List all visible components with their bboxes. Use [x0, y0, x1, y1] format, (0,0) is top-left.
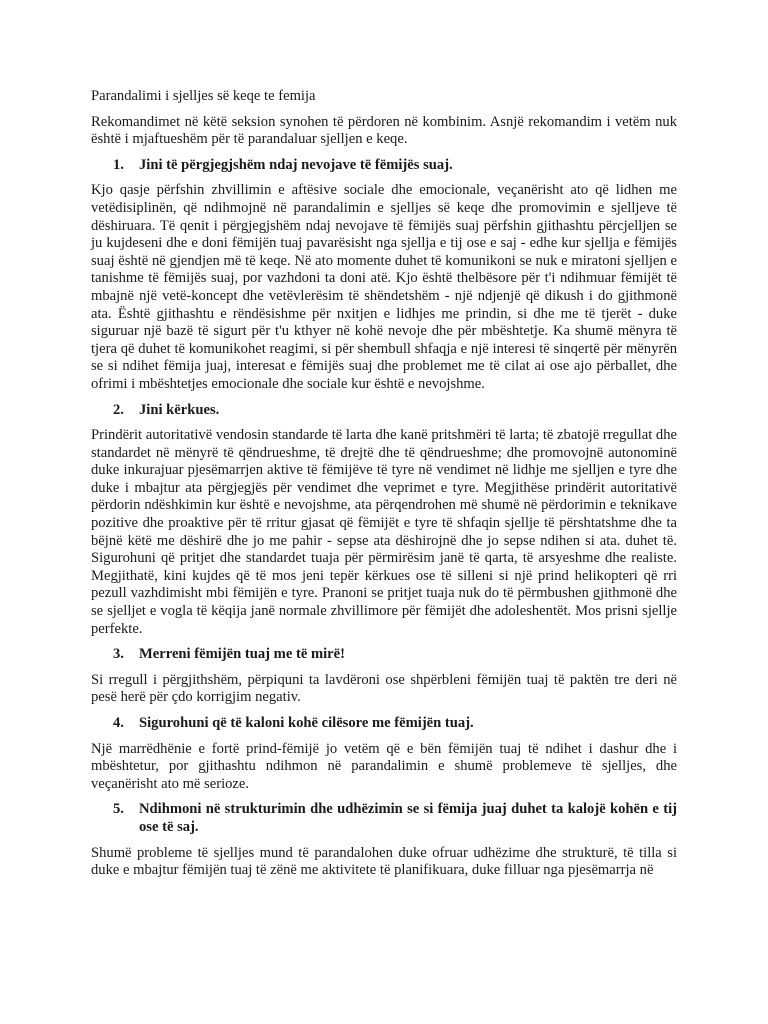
section-number: 3. — [113, 646, 124, 663]
section-body-4: Një marrëdhënie e fortë prind-fëmijë jo vetëm që e bën fëmijën tuaj të ndihet i dashur dhe i mbështetur, por gjithashtu ndihmon në parandalimin e shumë problemeve të sjelljes, dhe veçanërisht ato më serioze. — [91, 740, 677, 792]
section-body-2: Prindërit autoritativë vendosin standarde të larta dhe kanë pritshmëri të larta; të zbatojë rregullat dhe standardet në mënyrë të qëndrueshme, të drejtë dhe të qëndrueshme; dhe promovojnë autonominë duke inkurajuar pjesëmarrjen aktive të fëmijëve të tyre në vendimet në lidhje me sjelljen e tyre dhe duke i mbajtur ata përgjegjës për vendimet dhe veprimet e tyre. Megjithëse prindërit autoritativë përdorin ndëshkimin kur është e nevojshme, ata përqendrohen më shumë në përdorimin e teknikave pozitive dhe proaktive për të rritur gjasat që fëmijët e tyre të shfaqin sjellje të përshtatshme dhe ta bëjnë këtë me dëshirë dhe jo me pahir - sepse ata dëshirojnë dhe jo sepse ndihen si ata. duhet të. Sigurohuni që pritjet dhe standardet tuaja për përmirësim janë të qarta, të arsyeshme dhe realiste. Megjithatë, kini kujdes që të mos jeni tepër kërkues ose të silleni si një prind helikopteri që rri pezull vazhdimisht mbi fëmijën e tyre. Pranoni se pritjet tuaja nuk do të përmbushen gjithmonë dhe se sjelljet e vogla të këqija janë normale zhvillimore për fëmijët dhe adoleshentët. Mos prisni sjellje perfekte. — [91, 427, 677, 637]
section-body-3: Si rregull i përgjithshëm, përpiquni ta lavdëroni ose shpërbleni fëmijën tuaj të paktën tre deri në pesë herë për çdo korrigjim negativ. — [91, 671, 677, 706]
section-heading-1 — [91, 157, 677, 175]
document-page — [91, 88, 677, 888]
section-heading-text: Merreni fëmijën tuaj me të mirë! — [139, 646, 345, 663]
section-body-5: Shumë probleme të sjelljes mund të parandalohen duke ofruar udhëzime dhe strukturë, të tilla si duke e mbajtur fëmijën tuaj të zënë me aktivitete të planifikuara, duke filluar nga pjesëmarrja në — [91, 844, 677, 879]
section-body-1: Kjo qasje përfshin zhvillimin e aftësive sociale dhe emocionale, veçanërisht ato që lidhen me vetëdisiplinën, që ndihmojnë në parandalimin e sjelljes së keqe dhe promovimin e sjelljeve të dëshiruara. Të qenit i përgjegjshëm ndaj nevojave të fëmijës suaj përfshin gjithashtu përcjelljen se ju kujdeseni dhe e doni fëmijën tuaj pavarësisht nga sjellja e tij ose e saj - edhe kur sjellja e fëmijës suaj është në gjendjen më të keqe. Në ato momente duhet të komunikoni se nuk e miratoni sjelljen e tanishme të fëmijës suaj, por vazhdoni ta doni atë. Kjo është thelbësore për t'i ndihmuar fëmijët të mbajnë një vetë-koncept dhe vetëvlerësim të shëndetshëm - një ndjenjë që dikush i do gjithmonë ata. Është gjithashtu e rëndësishme për nxitjen e lidhjes me prindin, si dhe me të tjerët - duke siguruar një bazë të sigurt për t'u kthyer në kohë nevoje dhe për mbështetje. Ka shumë mënyra të tjera që duhet të komunikohet reagimi, si për shembull shfaqja e një interesi të sinqertë për mënyrën se si ndihet fëmija juaj, interesat e fëmijës suaj dhe problemet me të cilat ai ose ajo përballet, dhe ofrimi i mbështetjes emocionale dhe sociale kur është e nevojshme. — [91, 182, 677, 392]
section-heading-text: Ndihmoni në strukturimin dhe udhëzimin se si fëmija juaj duhet ta kalojë kohën e tij ose të saj. — [139, 801, 677, 835]
section-number: 5. — [113, 801, 124, 818]
section-heading-5 — [91, 801, 677, 836]
section-heading-text: Sigurohuni që të kaloni kohë cilësore me fëmijën tuaj. — [139, 715, 474, 731]
intro-paragraph: Rekomandimet në këtë seksion synohen të përdoren në kombinim. Asnjë rekomandim i vetëm nuk është i mjaftueshëm për të parandaluar sjelljen e keqe. — [91, 113, 677, 148]
section-heading-2 — [91, 402, 677, 420]
section-number: 4. — [113, 715, 124, 731]
document-title: Parandalimi i sjelljes së keqe te femija — [91, 88, 316, 104]
section-heading-text: Jini kërkues. — [139, 401, 220, 418]
section-number: 2. — [113, 401, 124, 418]
section-number: 1. — [113, 156, 124, 173]
section-heading-text: Jini të përgjegjshëm ndaj nevojave të fëmijës suaj. — [139, 156, 453, 173]
section-heading-4 — [91, 715, 677, 733]
section-heading-3 — [91, 646, 677, 664]
